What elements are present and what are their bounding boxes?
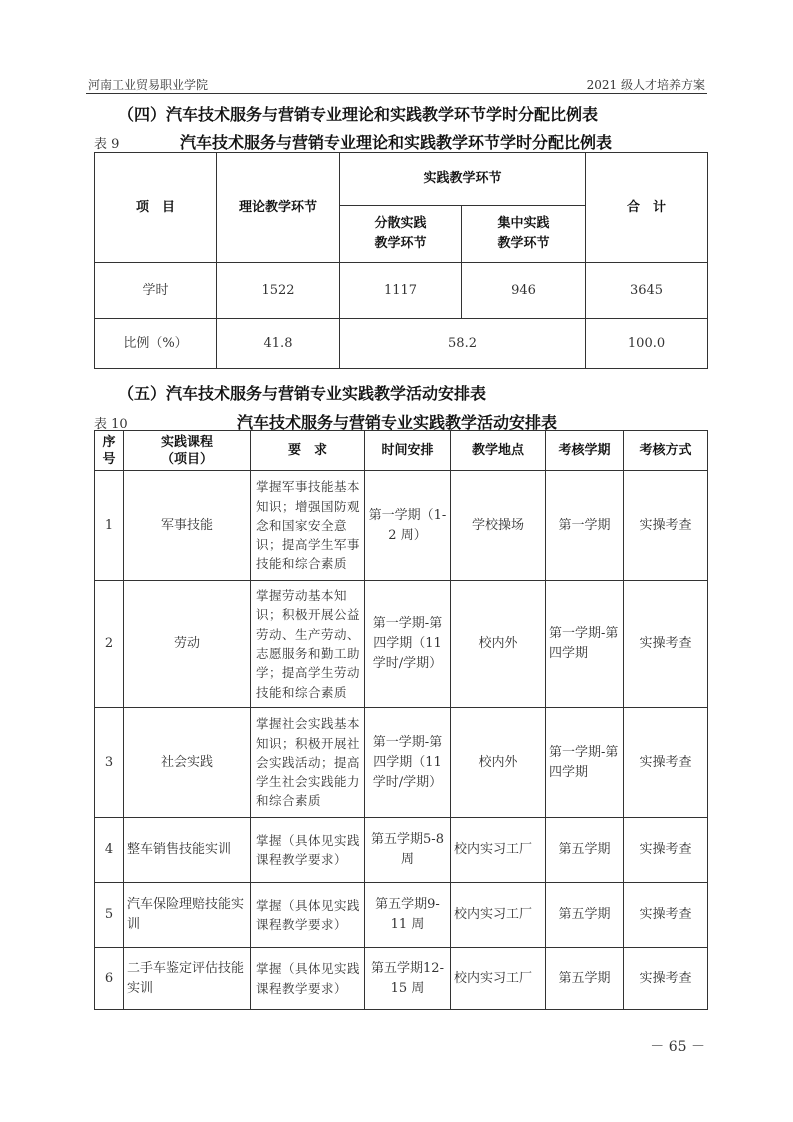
cell-requirement: 掌握（具体见实践课程教学要求） — [251, 948, 365, 1010]
cell-requirement: 掌握（具体见实践课程教学要求） — [251, 883, 365, 948]
cell-requirement: 掌握（具体见实践课程教学要求） — [251, 818, 365, 883]
cell-location: 学校操场 — [451, 471, 546, 581]
table-10-practice-schedule — [94, 430, 708, 1010]
table-9-title: 汽车技术服务与营销专业理论和实践教学环节学时分配比例表 — [180, 133, 613, 152]
cell-course: 汽车保险理赔技能实训 — [124, 883, 251, 948]
header-course — [124, 431, 251, 471]
table-row — [95, 948, 708, 1010]
cell-assessment-method: 实操考查 — [624, 883, 708, 948]
cell-assessment-method: 实操考查 — [624, 818, 708, 883]
cell-assessment-method: 实操考查 — [624, 581, 708, 708]
cell-theory: 41.8 — [217, 319, 340, 369]
table-10-number: 表 10 — [94, 417, 128, 432]
header-assessment-term: 考核学期 — [546, 431, 624, 471]
table-9-number: 表 9 — [94, 137, 120, 152]
table-row — [95, 263, 708, 319]
cell-assessment-term: 第一学期-第四学期 — [546, 581, 624, 708]
header-dispersed-line2: 教学环节 — [374, 236, 427, 251]
cell-assessment-method: 实操考查 — [624, 948, 708, 1010]
cell-concentrated: 946 — [462, 263, 586, 319]
cell-course: 军事技能 — [124, 471, 251, 581]
cell-assessment-term: 第一学期-第四学期 — [546, 708, 624, 818]
header-total: 合 计 — [586, 153, 708, 263]
table-row — [95, 581, 708, 708]
cell-location: 校内实习工厂 — [451, 948, 546, 1010]
cell-assessment-method: 实操考查 — [624, 708, 708, 818]
table-row — [95, 319, 708, 369]
cell-location: 校内实习工厂 — [451, 818, 546, 883]
cell-total: 100.0 — [586, 319, 708, 369]
table-row — [95, 883, 708, 948]
cell-seq: 3 — [95, 708, 124, 818]
cell-schedule: 第五学期9-11 周 — [365, 883, 451, 948]
header-theory: 理论教学环节 — [217, 153, 340, 263]
table-row — [95, 471, 708, 581]
header-practice: 实践教学环节 — [340, 153, 586, 206]
cell-practice: 58.2 — [340, 319, 586, 369]
cell-course: 二手车鉴定评估技能实训 — [124, 948, 251, 1010]
header-program: 2021 级人才培养方案 — [586, 78, 705, 92]
header-concentrated-line1: 集中实践 — [497, 216, 550, 231]
cell-course: 劳动 — [124, 581, 251, 708]
cell-schedule: 第五学期5-8 周 — [365, 818, 451, 883]
header-rule — [86, 93, 707, 94]
cell-location: 校内外 — [451, 581, 546, 708]
header-course-line2: （项目） — [160, 451, 213, 467]
cell-schedule: 第一学期-第四学期（11 学时/学期） — [365, 708, 451, 818]
cell-location: 校内实习工厂 — [451, 883, 546, 948]
cell-assessment-term: 第一学期 — [546, 471, 624, 581]
cell-schedule: 第一学期-第四学期（11 学时/学期） — [365, 581, 451, 708]
header-seq-line2: 号 — [102, 451, 116, 467]
cell-theory: 1522 — [217, 263, 340, 319]
table-row — [95, 818, 708, 883]
cell-seq: 2 — [95, 581, 124, 708]
header-schedule: 时间安排 — [365, 431, 451, 471]
cell-assessment-term: 第五学期 — [546, 948, 624, 1010]
header-seq-line1: 序 — [102, 434, 116, 450]
section-4-title: （四）汽车技术服务与营销专业理论和实践教学环节学时分配比例表 — [118, 105, 599, 124]
cell-schedule: 第五学期12-15 周 — [365, 948, 451, 1010]
cell-assessment-method: 实操考查 — [624, 471, 708, 581]
cell-seq: 5 — [95, 883, 124, 948]
row-label: 学时 — [95, 263, 217, 319]
table-10-title: 汽车技术服务与营销专业实践教学活动安排表 — [237, 413, 558, 432]
table-9-hours-ratio — [94, 152, 708, 369]
cell-location: 校内外 — [451, 708, 546, 818]
header-dispersed-line1: 分散实践 — [374, 216, 427, 231]
header-course-line1: 实践课程 — [160, 434, 213, 450]
header-concentrated-line2: 教学环节 — [497, 236, 550, 251]
cell-schedule: 第一学期（1-2 周） — [365, 471, 451, 581]
cell-seq: 6 — [95, 948, 124, 1010]
table-row — [95, 708, 708, 818]
header-seq — [95, 431, 124, 471]
cell-requirement: 掌握劳动基本知识；积极开展公益劳动、生产劳动、志愿服务和勤工助学；提高学生劳动技能和综合素质 — [251, 581, 365, 708]
header-location: 教学地点 — [451, 431, 546, 471]
cell-total: 3645 — [586, 263, 708, 319]
page-number: － 65 － — [650, 1039, 705, 1055]
header-item: 项 目 — [95, 153, 217, 263]
section-5-title: （五）汽车技术服务与营销专业实践教学活动安排表 — [118, 384, 487, 403]
cell-assessment-term: 第五学期 — [546, 883, 624, 948]
row-label: 比例（%） — [95, 319, 217, 369]
cell-course: 整车销售技能实训 — [124, 818, 251, 883]
header-concentrated — [462, 206, 586, 263]
header-requirement: 要 求 — [251, 431, 365, 471]
cell-seq: 1 — [95, 471, 124, 581]
header-dispersed — [340, 206, 462, 263]
cell-seq: 4 — [95, 818, 124, 883]
cell-assessment-term: 第五学期 — [546, 818, 624, 883]
header-institution: 河南工业贸易职业学院 — [88, 78, 209, 92]
cell-requirement: 掌握社会实践基本知识；积极开展社会实践活动；提高学生社会实践能力和综合素质 — [251, 708, 365, 818]
cell-dispersed: 1117 — [340, 263, 462, 319]
header-assessment-method: 考核方式 — [624, 431, 708, 471]
cell-requirement: 掌握军事技能基本知识；增强国防观念和国家安全意识；提高学生军事技能和综合素质 — [251, 471, 365, 581]
cell-course: 社会实践 — [124, 708, 251, 818]
